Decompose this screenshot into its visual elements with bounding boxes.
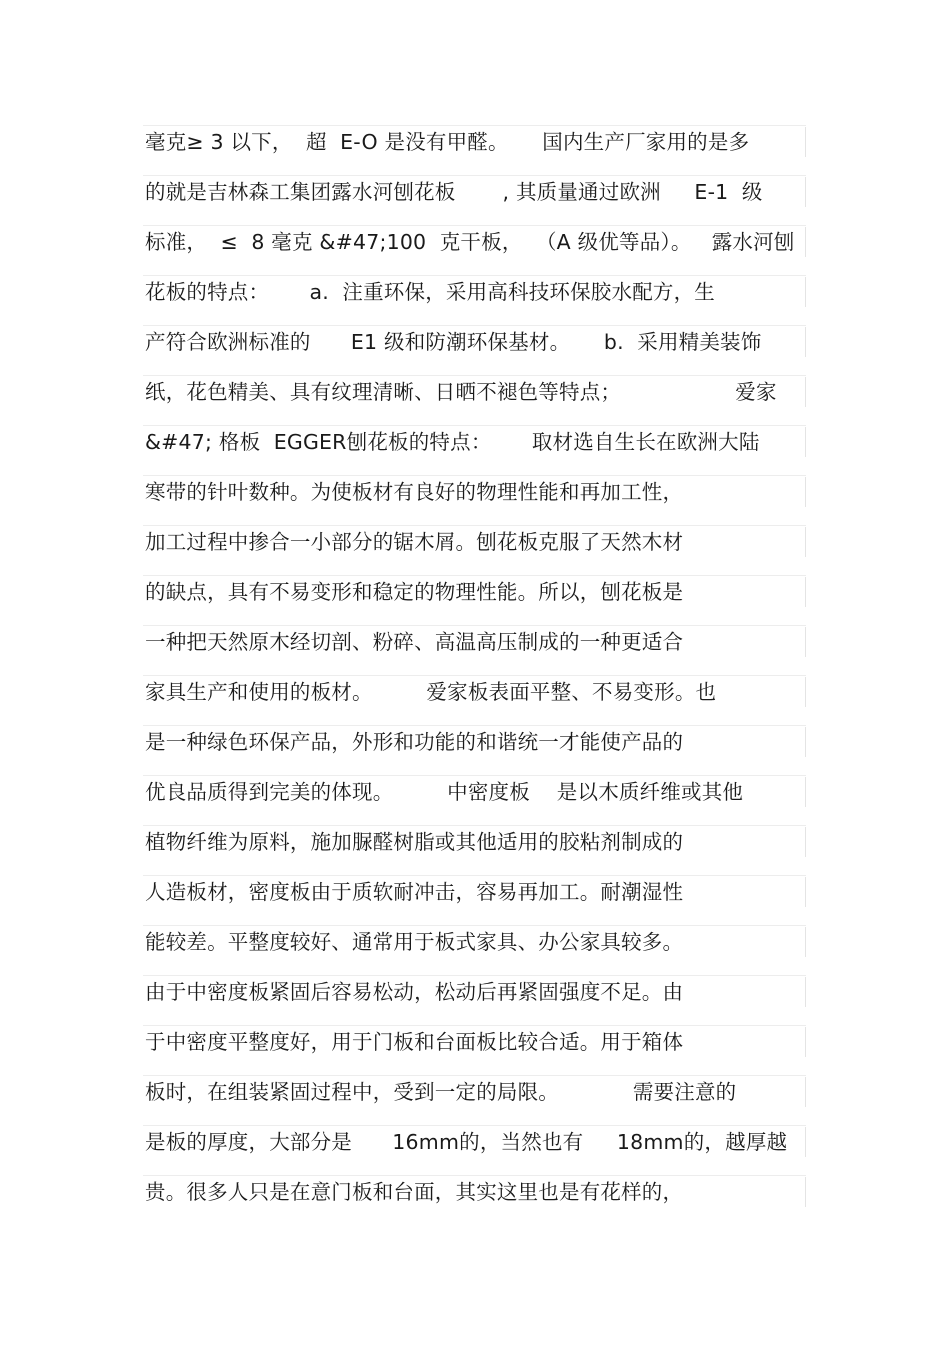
text-line (0, 765, 950, 815)
line-text: 贵。很多人只是在意门板和台面，其实这里也是有花样的， (145, 1180, 684, 1204)
text-line (0, 615, 950, 665)
text-line (0, 565, 950, 615)
text-line (0, 515, 950, 565)
line-text: 优良品质得到完美的体现。 中密度板 是以木质纤维或其他 (145, 780, 744, 804)
line-text: 花板的特点： a. 注重环保，采用高科技环保胶水配方，生 (145, 280, 716, 304)
text-line (0, 265, 950, 315)
text-line (0, 1115, 950, 1165)
line-text: 纸，花色精美、具有纹理清晰、日晒不褪色等特点； 爱家 (145, 380, 777, 404)
line-text: 毫克≥ 3 以下， 超 E-O 是没有甲醛。 国内生产厂家用的是多 (145, 130, 750, 154)
line-text: 是一种绿色环保产品，外形和功能的和谐统一才能使产品的 (145, 730, 684, 754)
line-text: 标准， ≤ 8 毫克 &#47;100 克干板， （A 级优等品）。 露水河刨 (145, 230, 795, 254)
text-line (0, 365, 950, 415)
line-text: 是板的厚度，大部分是 16mm的，当然也有 18mm的，越厚越 (145, 1130, 788, 1154)
text-line (0, 165, 950, 215)
line-text: 的缺点，具有不易变形和稳定的物理性能。所以，刨花板是 (145, 580, 684, 604)
line-text: 人造板材，密度板由于质软耐冲击，容易再加工。耐潮湿性 (145, 880, 684, 904)
text-line (0, 215, 950, 265)
text-line (0, 415, 950, 465)
text-line (0, 465, 950, 515)
text-line (0, 1065, 950, 1115)
line-text: 加工过程中掺合一小部分的锯木屑。刨花板克服了天然木材 (145, 530, 684, 554)
line-text: 寒带的针叶数种。为使板材有良好的物理性能和再加工性， (145, 480, 684, 504)
text-line (0, 315, 950, 365)
line-text: 的就是吉林森工集团露水河刨花板 , 其质量通过欧洲 E-1 级 (145, 180, 763, 204)
line-text: &#47; 格板 EGGER刨花板的特点： 取材选自生长在欧洲大陆 (145, 430, 760, 454)
text-line (0, 915, 950, 965)
line-text: 于中密度平整度好，用于门板和台面板比较合适。用于箱体 (145, 1030, 684, 1054)
text-line (0, 965, 950, 1015)
line-text: 植物纤维为原料，施加脲醛树脂或其他适用的胶粘剂制成的 (145, 830, 684, 854)
line-text: 能较差。平整度较好、通常用于板式家具、办公家具较多。 (145, 930, 684, 954)
line-text: 产符合欧洲标准的 E1 级和防潮环保基材。 b. 采用精美装饰 (145, 330, 762, 354)
line-text: 板时，在组装紧固过程中，受到一定的局限。 需要注意的 (145, 1080, 737, 1104)
text-line (0, 1015, 950, 1065)
text-line (0, 115, 950, 165)
line-text: 一种把天然原木经切剖、粉碎、高温高压制成的一种更适合 (145, 630, 684, 654)
line-text: 家具生产和使用的板材。 爱家板表面平整、不易变形。也 (145, 680, 717, 704)
text-line (0, 715, 950, 765)
text-line (0, 1165, 950, 1215)
text-line (0, 815, 950, 865)
text-line (0, 865, 950, 915)
text-line (0, 665, 950, 715)
text-body (0, 115, 950, 1215)
line-text: 由于中密度板紧固后容易松动，松动后再紧固强度不足。由 (145, 980, 684, 1004)
